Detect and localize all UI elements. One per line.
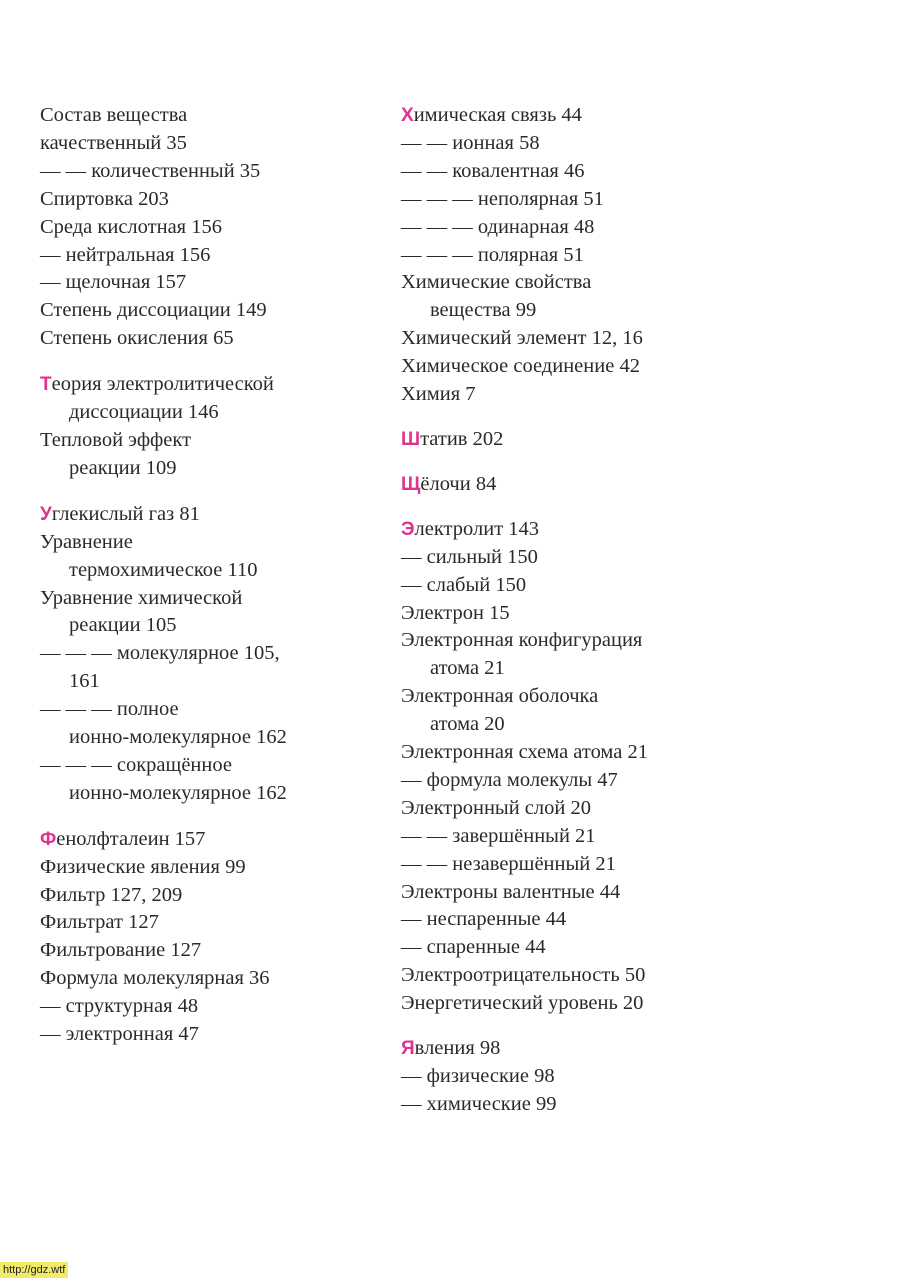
- index-entry: [40, 214, 380, 242]
- index-entry-text: Электронная оболочка: [401, 685, 599, 708]
- index-entry: [401, 906, 761, 934]
- index-letter-group: [401, 471, 761, 499]
- index-entry: [40, 130, 380, 158]
- index-entry-text: — химические 99: [401, 1092, 557, 1115]
- index-entry-text: Уравнение: [40, 530, 133, 553]
- index-entry: [40, 455, 380, 483]
- index-entry: [401, 990, 761, 1018]
- index-entry: [401, 1063, 761, 1091]
- index-entry: [401, 823, 761, 851]
- index-entry-text: Среда кислотная 156: [40, 215, 222, 238]
- index-entry-text: — — ионная 58: [401, 131, 540, 154]
- index-entry-text: Химическое соединение 42: [401, 355, 640, 378]
- index-entry-text: Электронная схема атома 21: [401, 741, 648, 764]
- index-entry: [40, 640, 380, 668]
- index-entry-text: диссоциации 146: [69, 401, 219, 424]
- index-entry-text: — — — полярная 51: [401, 243, 584, 266]
- index-entry-text: — щелочная 157: [40, 271, 187, 294]
- index-entry-text: — — количественный 35: [40, 159, 261, 182]
- index-entry: [40, 427, 380, 455]
- index-entry: [40, 909, 380, 937]
- index-entry-text: Тепловой эффект: [40, 428, 192, 451]
- section-initial-letter: Ш: [401, 428, 421, 450]
- index-entry-text: Спиртовка 203: [40, 187, 169, 210]
- index-entry: [40, 242, 380, 270]
- index-entry: [401, 325, 761, 353]
- index-entry-text: ионно-молекулярное 162: [69, 726, 287, 749]
- index-entry: [40, 399, 380, 427]
- index-entry: [40, 612, 380, 640]
- index-entry-text: Электрон 15: [401, 601, 510, 624]
- index-entry: [40, 1021, 380, 1049]
- index-column-right: [401, 102, 761, 1119]
- section-initial-letter: Ф: [40, 828, 57, 850]
- index-entry: [401, 683, 761, 711]
- index-entry: [40, 102, 380, 130]
- index-letter-group: [401, 102, 761, 409]
- index-entry: [40, 297, 380, 325]
- index-entry-text: лектролит 143: [414, 517, 540, 540]
- index-letter-group: [40, 102, 380, 353]
- section-initial-letter: Х: [401, 105, 414, 126]
- index-entry: [40, 186, 380, 214]
- index-entry-text: реакции 109: [69, 456, 177, 479]
- index-entry: [401, 627, 761, 655]
- index-letter-group: [401, 1035, 761, 1119]
- index-entry-text: — — — молекулярное 105,: [40, 642, 280, 665]
- index-entry: [40, 724, 380, 752]
- index-entry-text: — структурная 48: [40, 995, 199, 1018]
- section-initial-letter: У: [40, 503, 52, 525]
- index-entry-text: — — — одинарная 48: [401, 215, 595, 238]
- index-entry-text: 161: [69, 670, 100, 693]
- index-entry-text: атома 21: [430, 657, 505, 680]
- index-entry: [40, 501, 380, 529]
- section-initial-letter: Я: [401, 1038, 415, 1060]
- index-letter-group: [401, 516, 761, 1018]
- index-entry-text: — — незавершённый 21: [401, 852, 616, 875]
- index-entry-text: — физические 98: [401, 1065, 555, 1087]
- index-entry: [40, 668, 380, 696]
- index-entry: [40, 269, 380, 297]
- index-entry-text: — — — неполярная 51: [401, 187, 604, 210]
- index-entry: [401, 711, 761, 739]
- index-entry-text: термохимическое 110: [69, 558, 258, 581]
- index-entry: [401, 242, 761, 270]
- index-entry-text: атома 20: [430, 713, 505, 736]
- index-entry-text: глекислый газ 81: [51, 502, 200, 525]
- index-entry: [401, 269, 761, 297]
- index-entry-text: — неспаренные 44: [401, 908, 567, 931]
- index-entry-text: Степень окисления 65: [40, 327, 234, 350]
- index-entry-text: — сильный 150: [401, 545, 538, 568]
- section-initial-letter: Т: [40, 374, 52, 396]
- index-entry: [401, 767, 761, 795]
- index-entry: [40, 826, 380, 854]
- index-entry: [401, 297, 761, 325]
- index-entry: [401, 851, 761, 879]
- index-entry: [401, 655, 761, 683]
- index-entry-text: — — ковалентная 46: [401, 159, 585, 182]
- index-entry: [40, 965, 380, 993]
- index-entry-text: Электроны валентные 44: [401, 880, 621, 903]
- index-entry-text: енолфталеин 157: [56, 827, 206, 850]
- index-entry: [401, 934, 761, 962]
- index-entry: [40, 529, 380, 557]
- section-initial-letter: Щ: [401, 473, 421, 495]
- index-entry-text: Химия 7: [401, 383, 476, 406]
- index-entry: [40, 158, 380, 186]
- index-entry-text: — формула молекулы 47: [401, 768, 618, 791]
- index-entry-text: Состав вещества: [40, 104, 188, 126]
- index-entry: [401, 426, 761, 454]
- index-letter-group: [40, 826, 380, 1049]
- index-entry-text: Энергетический уровень 20: [401, 992, 644, 1015]
- index-entry-text: — — — сокращённое: [40, 753, 232, 776]
- index-entry: [401, 353, 761, 381]
- index-entry: [401, 516, 761, 544]
- index-entry: [40, 882, 380, 910]
- index-entry: [401, 158, 761, 186]
- index-entry-text: Фильтрат 127: [40, 911, 159, 934]
- index-entry-text: — нейтральная 156: [40, 243, 211, 266]
- index-entry-text: Электроотрицательность 50: [401, 964, 646, 987]
- index-entry: [40, 937, 380, 965]
- index-entry: [401, 186, 761, 214]
- index-entry-text: — слабый 150: [401, 573, 527, 596]
- index-entry: [401, 962, 761, 990]
- index-entry: [401, 214, 761, 242]
- index-entry: [40, 557, 380, 585]
- index-entry-text: Физические явления 99: [40, 855, 246, 878]
- index-entry: [40, 325, 380, 353]
- index-entry-text: — спаренные 44: [401, 936, 546, 959]
- index-entry-text: Электронная конфигурация: [401, 629, 643, 652]
- index-entry: [401, 544, 761, 572]
- index-entry-text: качественный 35: [40, 131, 187, 154]
- index-entry: [40, 752, 380, 780]
- index-entry: [401, 795, 761, 823]
- index-entry-text: вления 98: [414, 1037, 501, 1060]
- index-entry-text: Фильтр 127, 209: [40, 883, 183, 906]
- watermark-label: http://gdz.wtf: [0, 1262, 68, 1278]
- index-entry: [401, 1091, 761, 1119]
- index-entry-text: ионно-молекулярное 162: [69, 781, 287, 804]
- index-entry: [40, 780, 380, 808]
- index-letter-group: [40, 371, 380, 483]
- index-entry-text: Электронный слой 20: [401, 796, 591, 819]
- index-entry-text: — — — полное: [40, 698, 179, 721]
- index-entry-text: Формула молекулярная 36: [40, 967, 270, 990]
- index-entry: [401, 739, 761, 767]
- index-column-left: [40, 102, 380, 1049]
- index-entry-text: Химический элемент 12, 16: [401, 327, 643, 350]
- index-entry-text: Степень диссоциации 149: [40, 299, 267, 322]
- index-entry-text: реакции 105: [69, 614, 177, 637]
- index-letter-group: [40, 501, 380, 808]
- index-entry: [40, 585, 380, 613]
- index-entry: [401, 471, 761, 499]
- section-initial-letter: Э: [401, 518, 415, 540]
- index-entry: [401, 879, 761, 907]
- index-entry-text: Фильтрование 127: [40, 939, 202, 962]
- index-letter-group: [401, 426, 761, 454]
- index-entry: [40, 696, 380, 724]
- index-entry-text: — электронная 47: [40, 1023, 199, 1046]
- index-entry: [40, 371, 380, 399]
- index-entry: [401, 600, 761, 628]
- index-entry: [401, 130, 761, 158]
- index-entry-text: — — завершённый 21: [401, 824, 596, 847]
- index-entry: [40, 993, 380, 1021]
- index-entry-text: татив 202: [420, 427, 504, 450]
- index-entry: [401, 381, 761, 409]
- index-entry-text: Уравнение химической: [40, 586, 243, 609]
- index-entry-text: имическая связь 44: [413, 104, 582, 126]
- index-entry: [401, 1035, 761, 1063]
- index-entry: [401, 102, 761, 130]
- index-entry-text: еория электролитической: [51, 373, 274, 396]
- index-entry-text: ёлочи 84: [420, 472, 497, 495]
- index-entry-text: вещества 99: [430, 299, 537, 322]
- index-entry-text: Химические свойства: [401, 271, 592, 294]
- index-entry: [40, 854, 380, 882]
- index-entry: [401, 572, 761, 600]
